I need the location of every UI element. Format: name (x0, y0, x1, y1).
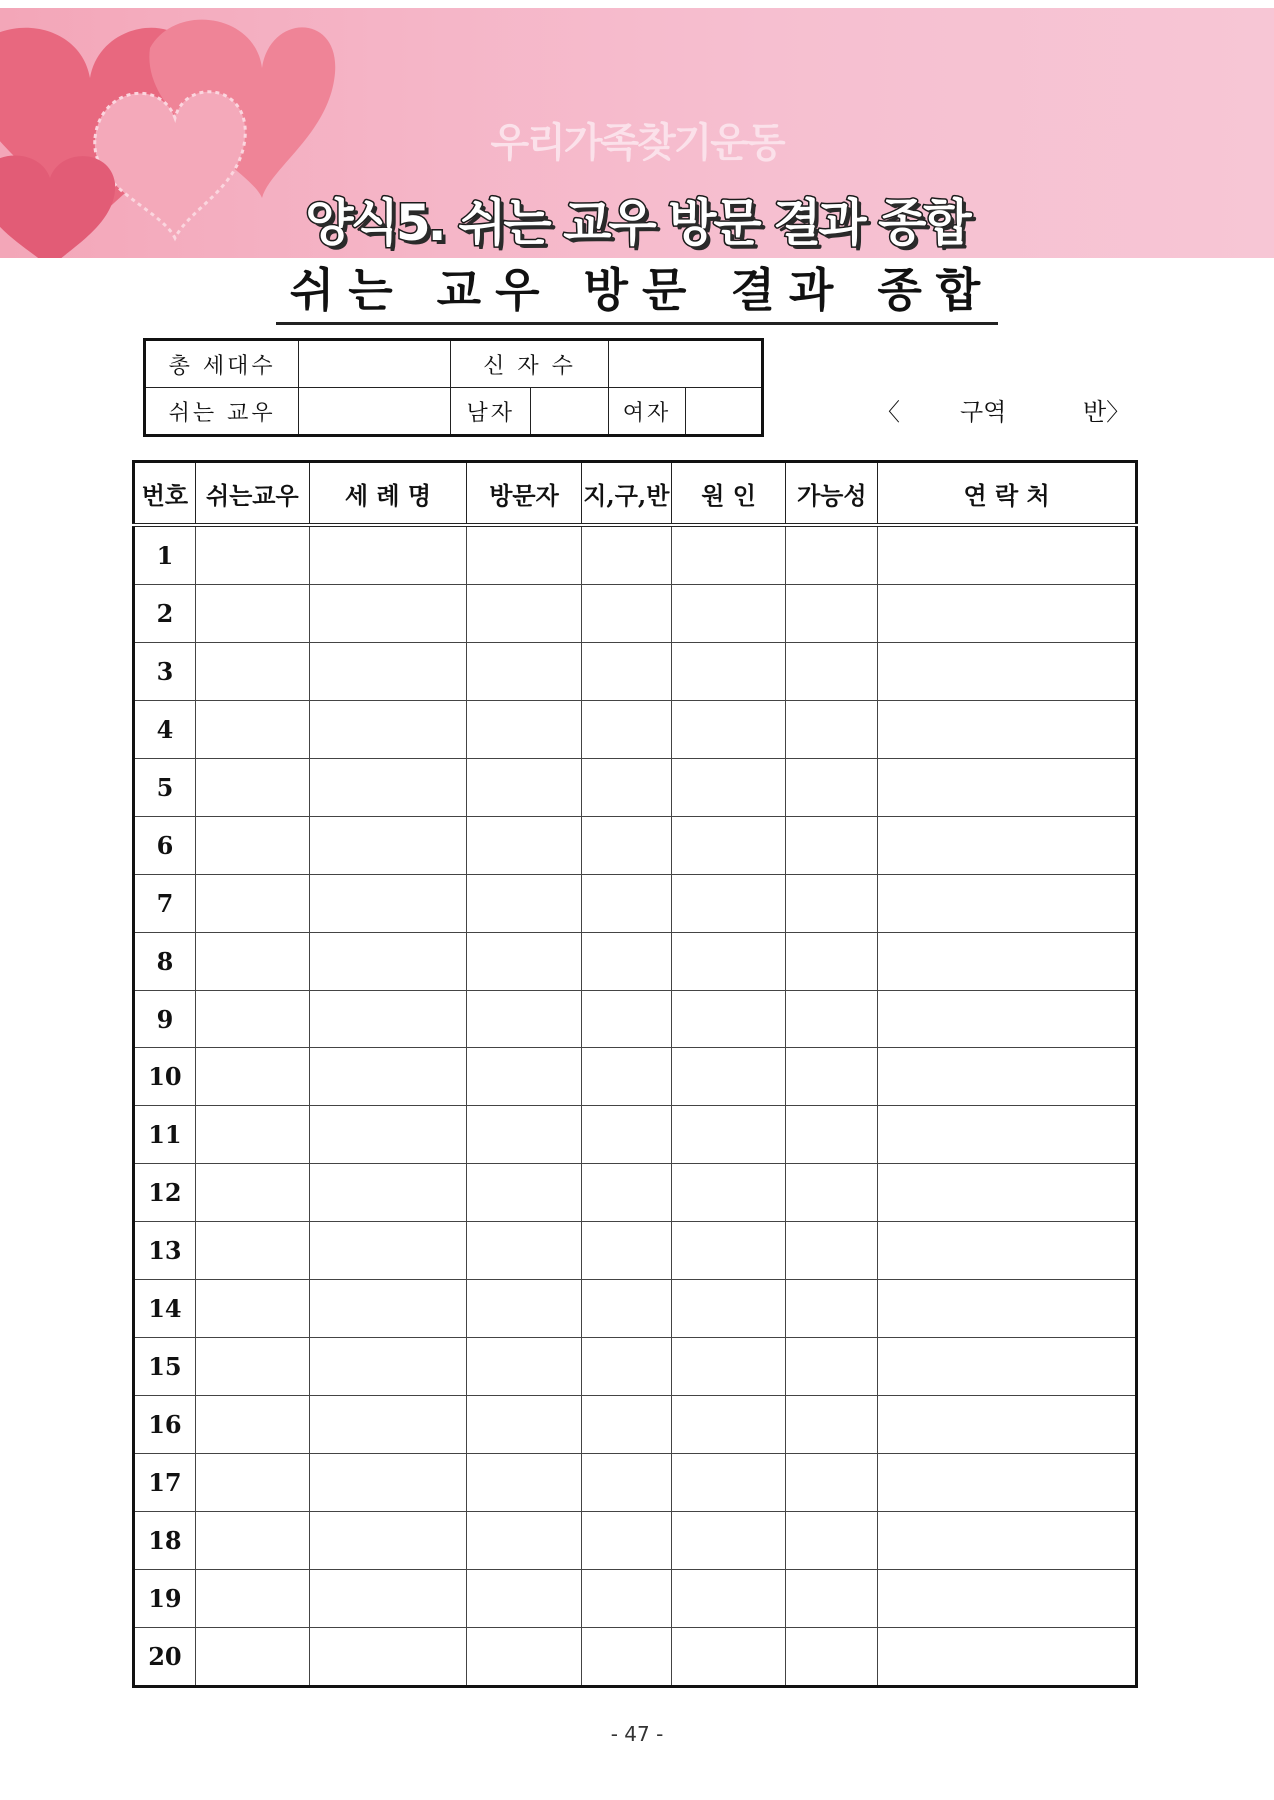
header-banner (0, 8, 1274, 258)
baptismal-name-cell[interactable] (309, 758, 466, 816)
header-number: 번호 (134, 462, 196, 526)
reason-cell[interactable] (671, 1338, 786, 1396)
district-cell[interactable] (581, 1048, 671, 1106)
table-row (134, 1569, 1137, 1627)
visitor-cell[interactable] (467, 816, 582, 874)
district-cell[interactable] (581, 700, 671, 758)
possibility-cell[interactable] (786, 990, 878, 1048)
table-header-row (134, 462, 1137, 526)
baptismal-name-cell[interactable] (309, 525, 466, 584)
document-title: 쉬는 교우 방문 결과 종합 (0, 262, 1274, 325)
district-cell[interactable] (581, 758, 671, 816)
row-number: 5 (134, 758, 196, 816)
reason-cell[interactable] (671, 1454, 786, 1512)
district-cell[interactable] (581, 1280, 671, 1338)
row-number: 6 (134, 816, 196, 874)
table-row (134, 816, 1137, 874)
reason-cell[interactable] (671, 874, 786, 932)
row-number: 8 (134, 932, 196, 990)
reason-cell[interactable] (671, 758, 786, 816)
reason-cell[interactable] (671, 1280, 786, 1338)
resting-member-cell[interactable] (195, 816, 309, 874)
row-number: 14 (134, 1280, 196, 1338)
header-resting-member: 쉬는교우 (195, 462, 309, 526)
visitor-cell[interactable] (467, 1222, 582, 1280)
table-row (134, 1106, 1137, 1164)
campaign-logo: 우리가족찾기운동 (490, 120, 784, 166)
row-number: 20 (134, 1627, 196, 1686)
district-cell[interactable] (581, 1164, 671, 1222)
resting-member-cell[interactable] (195, 874, 309, 932)
table-row (134, 584, 1137, 642)
resting-member-cell[interactable] (195, 1569, 309, 1627)
contact-cell[interactable] (878, 1569, 1137, 1627)
resting-member-cell[interactable] (195, 1280, 309, 1338)
contact-cell[interactable] (878, 584, 1137, 642)
visitor-cell[interactable] (467, 1164, 582, 1222)
resting-member-cell[interactable] (195, 584, 309, 642)
visitor-cell[interactable] (467, 1106, 582, 1164)
possibility-cell[interactable] (786, 1048, 878, 1106)
contact-cell[interactable] (878, 1164, 1137, 1222)
contact-cell[interactable] (878, 1511, 1137, 1569)
reason-cell[interactable] (671, 525, 786, 584)
possibility-cell[interactable] (786, 816, 878, 874)
district-cell[interactable] (581, 1454, 671, 1512)
table-row (134, 1280, 1137, 1338)
baptismal-name-cell[interactable] (309, 1454, 466, 1512)
table-row (134, 874, 1137, 932)
row-number: 16 (134, 1396, 196, 1454)
contact-cell[interactable] (878, 990, 1137, 1048)
possibility-cell[interactable] (786, 1222, 878, 1280)
visitor-cell[interactable] (467, 525, 582, 584)
visitor-cell[interactable] (467, 700, 582, 758)
possibility-cell[interactable] (786, 932, 878, 990)
resting-member-cell[interactable] (195, 932, 309, 990)
resting-member-cell[interactable] (195, 1454, 309, 1512)
contact-cell[interactable] (878, 1106, 1137, 1164)
row-number: 11 (134, 1106, 196, 1164)
row-number: 12 (134, 1164, 196, 1222)
visitor-cell[interactable] (467, 1338, 582, 1396)
baptismal-name-cell[interactable] (309, 1569, 466, 1627)
district-cell[interactable] (581, 932, 671, 990)
visitor-cell[interactable] (467, 758, 582, 816)
contact-cell[interactable] (878, 874, 1137, 932)
reason-cell[interactable] (671, 1222, 786, 1280)
possibility-cell[interactable] (786, 1454, 878, 1512)
possibility-cell[interactable] (786, 525, 878, 584)
district-cell[interactable] (581, 525, 671, 584)
table-row (134, 1627, 1137, 1686)
baptismal-name-cell[interactable] (309, 1106, 466, 1164)
possibility-cell[interactable] (786, 1106, 878, 1164)
possibility-cell[interactable] (786, 584, 878, 642)
district-cell[interactable] (581, 1569, 671, 1627)
visit-results-table (132, 460, 1138, 1688)
summary-table (143, 338, 764, 437)
table-row (134, 525, 1137, 584)
value-resting[interactable] (299, 388, 451, 436)
contact-cell[interactable] (878, 1396, 1137, 1454)
table-row (134, 1164, 1137, 1222)
reason-cell[interactable] (671, 932, 786, 990)
baptismal-name-cell[interactable] (309, 932, 466, 990)
reason-cell[interactable] (671, 1048, 786, 1106)
visitor-cell[interactable] (467, 1048, 582, 1106)
label-resting: 쉬는 교우 (145, 388, 299, 436)
contact-cell[interactable] (878, 1280, 1137, 1338)
resting-member-cell[interactable] (195, 642, 309, 700)
resting-member-cell[interactable] (195, 1164, 309, 1222)
contact-cell[interactable] (878, 932, 1137, 990)
label-male: 남자 (451, 388, 531, 436)
baptismal-name-cell[interactable] (309, 1396, 466, 1454)
district-cell[interactable] (581, 1396, 671, 1454)
visitor-cell[interactable] (467, 1569, 582, 1627)
row-number: 19 (134, 1569, 196, 1627)
reason-cell[interactable] (671, 816, 786, 874)
row-number: 10 (134, 1048, 196, 1106)
row-number: 17 (134, 1454, 196, 1512)
resting-member-cell[interactable] (195, 1338, 309, 1396)
contact-cell[interactable] (878, 1048, 1137, 1106)
value-total-households[interactable] (299, 340, 451, 388)
header-baptismal-name: 세 례 명 (309, 462, 466, 526)
label-new-count: 신 자 수 (451, 340, 608, 388)
possibility-cell[interactable] (786, 1280, 878, 1338)
resting-member-cell[interactable] (195, 1627, 309, 1686)
value-female[interactable] (686, 388, 763, 436)
visitor-cell[interactable] (467, 642, 582, 700)
contact-cell[interactable] (878, 525, 1137, 584)
unit-group-label: 반〉 (1083, 398, 1131, 426)
district-cell[interactable] (581, 642, 671, 700)
reason-cell[interactable] (671, 700, 786, 758)
district-cell[interactable] (581, 874, 671, 932)
resting-member-cell[interactable] (195, 700, 309, 758)
resting-member-cell[interactable] (195, 525, 309, 584)
resting-member-cell[interactable] (195, 758, 309, 816)
baptismal-name-cell[interactable] (309, 642, 466, 700)
possibility-cell[interactable] (786, 1569, 878, 1627)
label-total-households: 총 세대수 (145, 340, 299, 388)
baptismal-name-cell[interactable] (309, 1511, 466, 1569)
table-row (134, 758, 1137, 816)
reason-cell[interactable] (671, 1511, 786, 1569)
reason-cell[interactable] (671, 1164, 786, 1222)
visitor-cell[interactable] (467, 584, 582, 642)
contact-cell[interactable] (878, 1222, 1137, 1280)
table-row (134, 1454, 1137, 1512)
resting-member-cell[interactable] (195, 1222, 309, 1280)
header-reason: 원 인 (671, 462, 786, 526)
label-female: 여자 (608, 388, 686, 436)
district-cell[interactable] (581, 1511, 671, 1569)
baptismal-name-cell[interactable] (309, 584, 466, 642)
possibility-cell[interactable] (786, 1396, 878, 1454)
possibility-cell[interactable] (786, 874, 878, 932)
contact-cell[interactable] (878, 816, 1137, 874)
table-row (134, 642, 1137, 700)
header-contact: 연 락 처 (878, 462, 1137, 526)
page-number: - 47 - (610, 1722, 664, 1746)
row-number: 1 (134, 525, 196, 584)
table-row (134, 990, 1137, 1048)
value-male[interactable] (531, 388, 609, 436)
resting-member-cell[interactable] (195, 1511, 309, 1569)
reason-cell[interactable] (671, 990, 786, 1048)
visitor-cell[interactable] (467, 1396, 582, 1454)
reason-cell[interactable] (671, 584, 786, 642)
row-number: 4 (134, 700, 196, 758)
possibility-cell[interactable] (786, 1511, 878, 1569)
possibility-cell[interactable] (786, 1164, 878, 1222)
table-row (134, 1048, 1137, 1106)
baptismal-name-cell[interactable] (309, 1338, 466, 1396)
resting-member-cell[interactable] (195, 1048, 309, 1106)
district-cell[interactable] (581, 1338, 671, 1396)
baptismal-name-cell[interactable] (309, 1280, 466, 1338)
visitor-cell[interactable] (467, 1454, 582, 1512)
contact-cell[interactable] (878, 1338, 1137, 1396)
row-number: 3 (134, 642, 196, 700)
visitor-cell[interactable] (467, 1627, 582, 1686)
baptismal-name-cell[interactable] (309, 700, 466, 758)
row-number: 18 (134, 1511, 196, 1569)
banner-title: 양식5. 쉬는 교우 방문 결과 종합 (305, 194, 969, 252)
row-number: 13 (134, 1222, 196, 1280)
visitor-cell[interactable] (467, 1511, 582, 1569)
district-cell[interactable] (581, 990, 671, 1048)
table-row (134, 1396, 1137, 1454)
row-number: 2 (134, 584, 196, 642)
table-row (134, 1222, 1137, 1280)
baptismal-name-cell[interactable] (309, 990, 466, 1048)
baptismal-name-cell[interactable] (309, 1048, 466, 1106)
table-row (134, 700, 1137, 758)
possibility-cell[interactable] (786, 642, 878, 700)
district-cell[interactable] (581, 816, 671, 874)
contact-cell[interactable] (878, 758, 1137, 816)
reason-cell[interactable] (671, 642, 786, 700)
resting-member-cell[interactable] (195, 1106, 309, 1164)
row-number: 9 (134, 990, 196, 1048)
possibility-cell[interactable] (786, 758, 878, 816)
district-cell[interactable] (581, 1222, 671, 1280)
visitor-cell[interactable] (467, 1280, 582, 1338)
reason-cell[interactable] (671, 1627, 786, 1686)
baptismal-name-cell[interactable] (309, 816, 466, 874)
contact-cell[interactable] (878, 642, 1137, 700)
unit-open-bracket: 〈 (876, 398, 900, 426)
contact-cell[interactable] (878, 1454, 1137, 1512)
baptismal-name-cell[interactable] (309, 1164, 466, 1222)
district-cell[interactable] (581, 1627, 671, 1686)
district-cell[interactable] (581, 1106, 671, 1164)
visitor-cell[interactable] (467, 874, 582, 932)
row-number: 15 (134, 1338, 196, 1396)
table-row (134, 1338, 1137, 1396)
visitor-cell[interactable] (467, 932, 582, 990)
unit-district-label: 구역 (960, 398, 1007, 426)
table-row (134, 932, 1137, 990)
reason-cell[interactable] (671, 1396, 786, 1454)
header-visitor: 방문자 (467, 462, 582, 526)
header-district: 지,구,반 (581, 462, 671, 526)
header-possibility: 가능성 (786, 462, 878, 526)
baptismal-name-cell[interactable] (309, 1222, 466, 1280)
reason-cell[interactable] (671, 1106, 786, 1164)
contact-cell[interactable] (878, 1627, 1137, 1686)
table-row (134, 1511, 1137, 1569)
visitor-cell[interactable] (467, 990, 582, 1048)
row-number: 7 (134, 874, 196, 932)
contact-cell[interactable] (878, 700, 1137, 758)
possibility-cell[interactable] (786, 1627, 878, 1686)
baptismal-name-cell[interactable] (309, 874, 466, 932)
baptismal-name-cell[interactable] (309, 1627, 466, 1686)
resting-member-cell[interactable] (195, 990, 309, 1048)
reason-cell[interactable] (671, 1569, 786, 1627)
possibility-cell[interactable] (786, 700, 878, 758)
value-new-count[interactable] (608, 340, 762, 388)
resting-member-cell[interactable] (195, 1396, 309, 1454)
district-cell[interactable] (581, 584, 671, 642)
possibility-cell[interactable] (786, 1338, 878, 1396)
